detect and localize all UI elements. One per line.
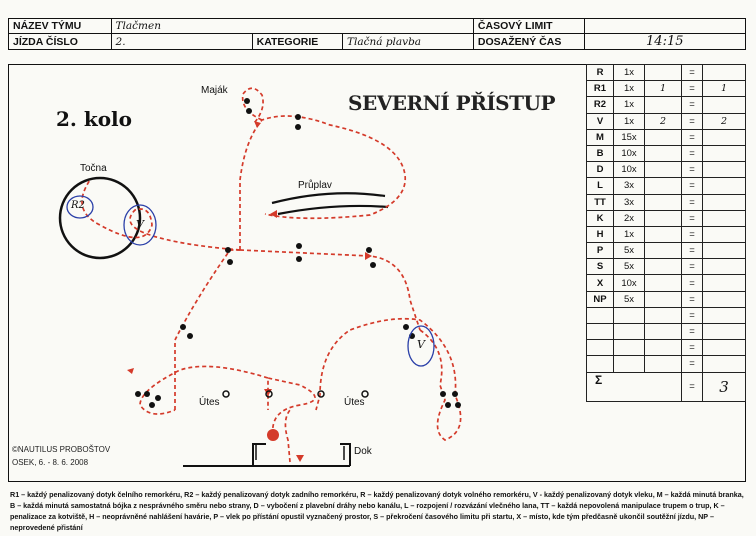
- sum-value[interactable]: 3: [703, 372, 746, 401]
- penalty-row: [587, 113, 746, 129]
- category-value[interactable]: Tlačná plavba: [342, 34, 473, 50]
- penalty-row: [587, 340, 746, 356]
- penalty-code: L: [587, 178, 614, 194]
- penalty-row: [587, 97, 746, 113]
- penalty-equals: =: [682, 194, 703, 210]
- penalty-code: M: [587, 129, 614, 145]
- penalty-row: [587, 210, 746, 226]
- penalty-multiplier: 2x: [614, 210, 645, 226]
- turntable-circle: [60, 178, 140, 258]
- penalty-equals: =: [682, 275, 703, 291]
- penalty-equals: =: [682, 210, 703, 226]
- lighthouse-label: Maják: [201, 85, 228, 96]
- penalty-multiplier: 1x: [614, 81, 645, 97]
- penalty-multiplier: 3x: [614, 194, 645, 210]
- penalty-count[interactable]: [645, 145, 682, 161]
- penalty-code: [587, 324, 614, 340]
- copyright-text: ©NAUTILUS PROBOŠTOV: [12, 445, 111, 454]
- penalty-count[interactable]: [645, 291, 682, 307]
- penalty-code: V: [587, 113, 614, 129]
- penalty-result[interactable]: [703, 194, 746, 210]
- penalty-code: [587, 340, 614, 356]
- penalty-result[interactable]: [703, 65, 746, 81]
- penalty-multiplier: 1x: [614, 226, 645, 242]
- penalty-equals: =: [682, 324, 703, 340]
- penalty-equals: =: [682, 307, 703, 323]
- penalty-equals: =: [682, 81, 703, 97]
- penalty-result[interactable]: [703, 243, 746, 259]
- penalty-code: R2: [587, 97, 614, 113]
- penalty-code: R: [587, 65, 614, 81]
- penalty-code: R1: [587, 81, 614, 97]
- penalty-code: D: [587, 162, 614, 178]
- team-value[interactable]: Tlačmen: [111, 19, 473, 34]
- penalty-equals: =: [682, 340, 703, 356]
- penalty-count[interactable]: 2: [645, 113, 682, 129]
- penalty-equals: =: [682, 226, 703, 242]
- penalty-result[interactable]: [703, 145, 746, 161]
- run-label: JÍZDA ČÍSLO: [9, 34, 112, 50]
- penalty-multiplier: 15x: [614, 129, 645, 145]
- penalty-multiplier: 3x: [614, 178, 645, 194]
- penalty-equals: =: [682, 113, 703, 129]
- penalty-result[interactable]: [703, 307, 746, 323]
- penalty-multiplier: [614, 324, 645, 340]
- canal-line-bottom: [278, 206, 388, 214]
- penalty-row: [587, 291, 746, 307]
- penalty-result[interactable]: [703, 162, 746, 178]
- penalty-count[interactable]: [645, 243, 682, 259]
- penalty-multiplier: 10x: [614, 145, 645, 161]
- penalty-count[interactable]: [645, 275, 682, 291]
- penalty-multiplier: 5x: [614, 259, 645, 275]
- mark-v2-text: V: [417, 338, 425, 351]
- penalty-result[interactable]: 2: [703, 113, 746, 129]
- sum-equals: =: [682, 372, 703, 401]
- penalty-code: [587, 307, 614, 323]
- penalty-result[interactable]: [703, 275, 746, 291]
- penalty-multiplier: 1x: [614, 113, 645, 129]
- penalty-count[interactable]: [645, 226, 682, 242]
- penalty-row: [587, 194, 746, 210]
- penalty-count[interactable]: [645, 259, 682, 275]
- penalty-multiplier: 5x: [614, 291, 645, 307]
- copyright-block: [12, 443, 110, 469]
- time-achieved-value[interactable]: 14:15: [584, 34, 745, 50]
- route-arrows: [127, 121, 372, 462]
- penalty-code: B: [587, 145, 614, 161]
- penalty-multiplier: 1x: [614, 65, 645, 81]
- penalty-row: [587, 243, 746, 259]
- penalty-code: NP: [587, 291, 614, 307]
- round-label: 2. kolo: [56, 107, 132, 131]
- penalty-row: [587, 324, 746, 340]
- penalty-legend: R1 – každý penalizovaný dotyk čelního remorkéru, R2 – každý penalizovaný dotyk zadního remorkéru, R – každý penalizovaný dotyk volného remorkéru, V - každý penalizovaný dotyk vleku, M – každá minutá branka, B – každá minutá samostatná bójka z nesprávného směru nebo strany, D – vybočení z plavební dráhy nebo kanálu, L – rozpojení / rozvázání vlečného lana, TT – každá nepovolená manipulace trupem o trup, K – penalizace za kotviště, H – neoprávněné nahlášení havárie, P – vlek po přístání opustil vyznačený prostor, S – překročení časového limitu při startu, X – místo, kde tým předčasně ukončil soutěžní jízdu, NP – neprovedené přistání: [10, 490, 744, 532]
- penalty-equals: =: [682, 97, 703, 113]
- event-date: OSEK, 6. - 8. 6. 2008: [12, 458, 89, 467]
- penalty-equals: =: [682, 65, 703, 81]
- penalty-count[interactable]: [645, 210, 682, 226]
- dock-label: Dok: [354, 446, 372, 457]
- penalty-equals: =: [682, 162, 703, 178]
- penalty-count[interactable]: [645, 178, 682, 194]
- penalty-result[interactable]: [703, 210, 746, 226]
- penalty-result[interactable]: [703, 178, 746, 194]
- run-value[interactable]: 2.: [111, 34, 252, 50]
- penalty-equals: =: [682, 259, 703, 275]
- penalty-multiplier: [614, 356, 645, 372]
- penalty-result[interactable]: [703, 340, 746, 356]
- penalty-code: X: [587, 275, 614, 291]
- penalty-row: [587, 226, 746, 242]
- penalty-count[interactable]: [645, 194, 682, 210]
- penalty-code: K: [587, 210, 614, 226]
- penalty-result[interactable]: [703, 97, 746, 113]
- penalty-count[interactable]: [645, 65, 682, 81]
- penalty-multiplier: 5x: [614, 243, 645, 259]
- penalty-count[interactable]: [645, 129, 682, 145]
- penalty-count[interactable]: [645, 340, 682, 356]
- penalty-result[interactable]: [703, 259, 746, 275]
- penalty-multiplier: [614, 340, 645, 356]
- penalty-equals: =: [682, 243, 703, 259]
- route-path: [82, 88, 461, 462]
- penalty-count[interactable]: [645, 162, 682, 178]
- mark-r2-text: R2: [71, 200, 85, 211]
- penalty-row: [587, 81, 746, 97]
- penalty-count[interactable]: [645, 356, 682, 372]
- penalty-result[interactable]: [703, 226, 746, 242]
- dock-outline: [183, 444, 350, 466]
- course-title: SEVERNÍ PŘÍSTUP: [348, 91, 555, 115]
- time-achieved-label: DOSAŽENÝ ČAS: [473, 34, 584, 50]
- penalty-result[interactable]: 1: [703, 81, 746, 97]
- penalty-row: [587, 307, 746, 323]
- penalty-code: H: [587, 226, 614, 242]
- penalty-equals: =: [682, 145, 703, 161]
- penalty-code: TT: [587, 194, 614, 210]
- penalty-row: [587, 145, 746, 161]
- cliff-right-label: Útes: [344, 397, 365, 408]
- penalty-code: [587, 356, 614, 372]
- penalty-multiplier: 10x: [614, 162, 645, 178]
- penalty-count[interactable]: [645, 97, 682, 113]
- penalty-equals: =: [682, 129, 703, 145]
- penalty-multiplier: [614, 307, 645, 323]
- penalty-count[interactable]: 1: [645, 81, 682, 97]
- penalty-count[interactable]: [645, 307, 682, 323]
- team-label: NÁZEV TÝMU: [9, 19, 112, 34]
- canal-line-top: [272, 193, 385, 203]
- penalty-row: [587, 65, 746, 81]
- penalty-row: [587, 275, 746, 291]
- penalty-code: P: [587, 243, 614, 259]
- penalty-result[interactable]: [703, 324, 746, 340]
- penalty-multiplier: 10x: [614, 275, 645, 291]
- penalty-result[interactable]: [703, 356, 746, 372]
- cliff-left-label: Útes: [199, 397, 220, 408]
- penalty-equals: =: [682, 356, 703, 372]
- canal-label: Průplav: [298, 180, 332, 191]
- penalty-equals: =: [682, 291, 703, 307]
- penalty-row: [587, 356, 746, 372]
- penalty-code: S: [587, 259, 614, 275]
- time-limit-label: ČASOVÝ LIMIT: [473, 19, 584, 34]
- penalty-row: [587, 178, 746, 194]
- penalty-row: [587, 129, 746, 145]
- penalty-equals: =: [682, 178, 703, 194]
- mark-v1-text: V: [136, 218, 144, 231]
- penalty-sum-row: [587, 372, 746, 401]
- turntable-label: Točna: [80, 163, 107, 174]
- penalty-row: [587, 162, 746, 178]
- penalty-result[interactable]: [703, 291, 746, 307]
- penalty-count[interactable]: [645, 324, 682, 340]
- penalty-table: [586, 64, 746, 402]
- penalty-result[interactable]: [703, 129, 746, 145]
- sum-symbol: Σ: [587, 372, 682, 401]
- category-label: KATEGORIE: [252, 34, 342, 50]
- penalty-row: [587, 259, 746, 275]
- penalty-multiplier: 1x: [614, 97, 645, 113]
